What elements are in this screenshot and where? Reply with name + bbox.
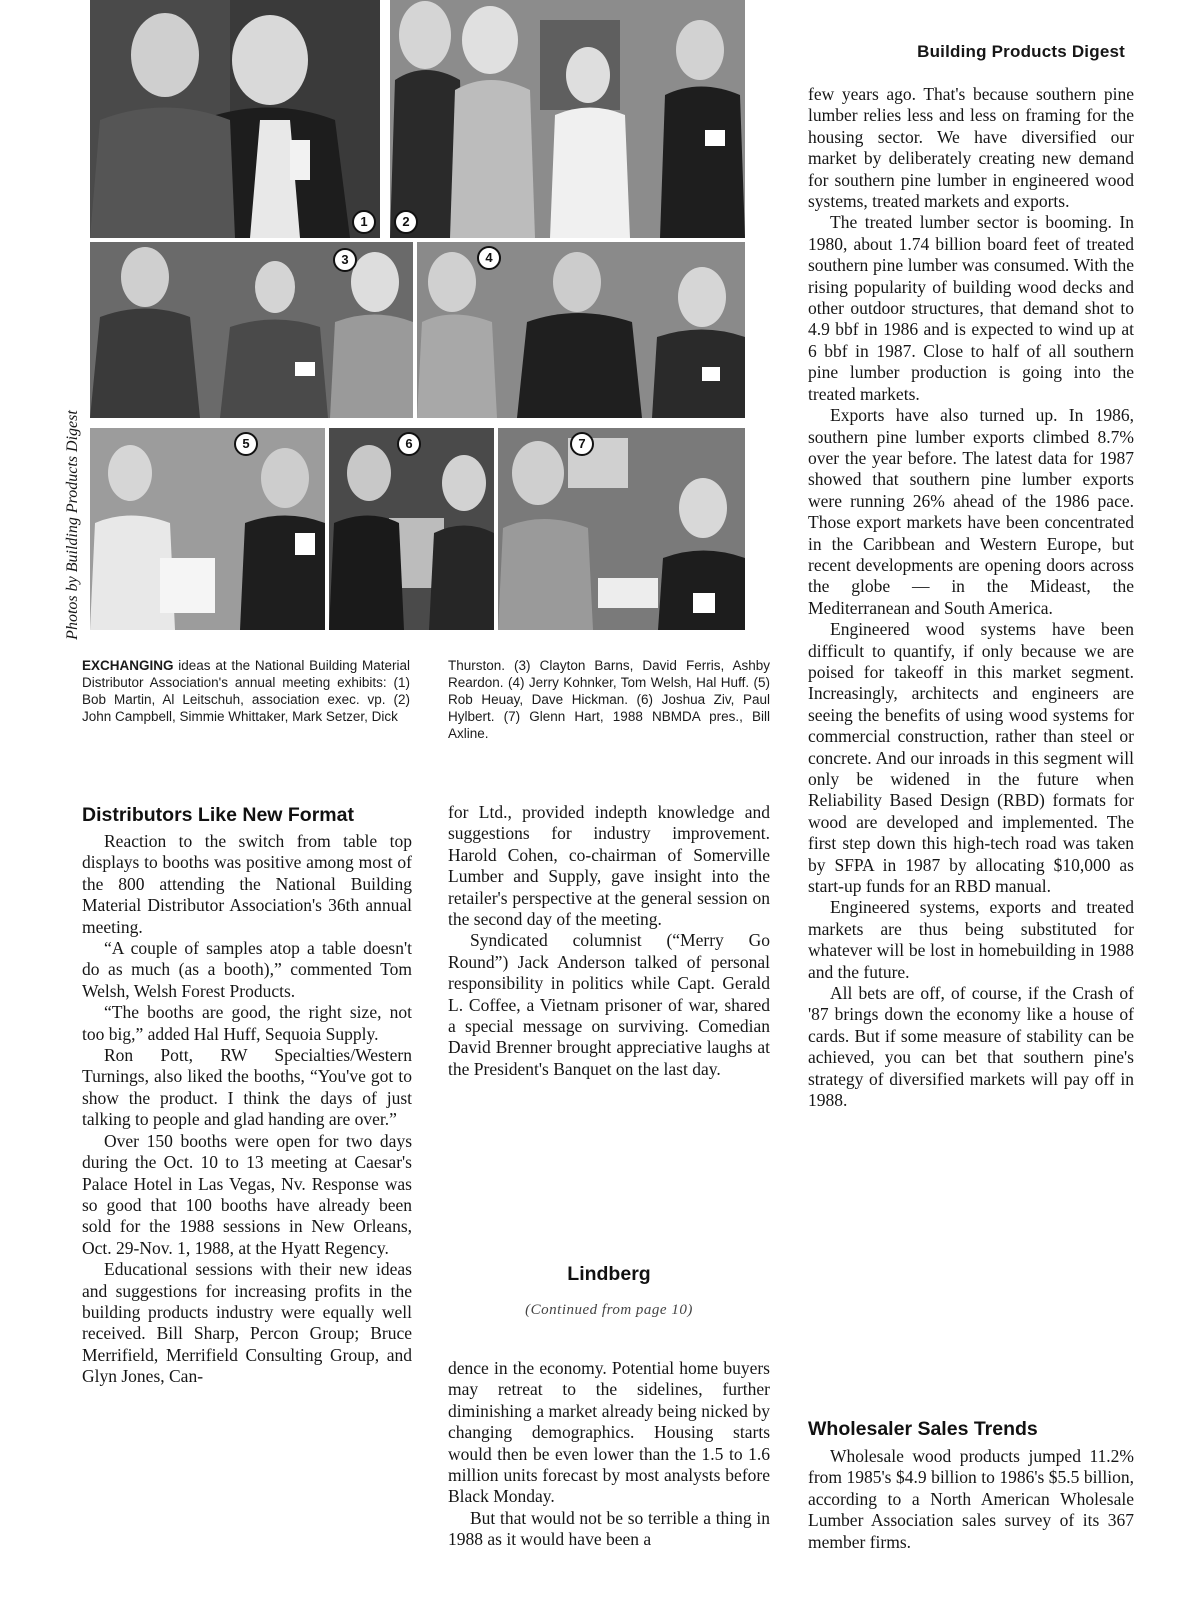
photo-credit: Photos by Building Products Digest <box>64 410 81 640</box>
paragraph: “The booths are good, the right size, not too big,” added Hal Huff, Sequoia Supply. <box>82 1002 412 1044</box>
photo-number-2: 2 <box>394 210 418 234</box>
paragraph: Wholesale wood products jumped 11.2% from 1985's $4.9 billion to 1986's $5.5 billion, according to a North American Wholesale Lumber Association sales survey of its 367 member firms. <box>808 1446 1134 1552</box>
photo-caption-left <box>82 657 410 725</box>
article-distributors-col1 <box>82 831 412 1388</box>
publication-header: Building Products Digest <box>917 42 1125 61</box>
article-lindberg-text <box>448 1358 770 1551</box>
paragraph: Engineered wood systems have been difficult to quantify, if only because we are poised for takeoff in this market segment. Increasingly, architects and engineers are seeing the benefits of using wood systems for commercial construction, rather than steel or concrete. And our inroads in this segment will only be widened in the future when Reliability Based Design (RBD) formats for wood are developed and implemented. The first step down this high-tech road was taken by SFPA in 1987 by allocating $10,000 as start-up funds for an RBD manual. <box>808 619 1134 897</box>
paragraph: few years ago. That's because southern pine lumber relies less and less on framing for the housing sector. We have diversified our market by deliberately creating new demand for southern pine lumber in engineered wood systems, treated markets and exports. <box>808 84 1134 212</box>
photo-4 <box>417 242 745 418</box>
photo-number-5: 5 <box>234 432 258 456</box>
article-title-wholesaler: Wholesaler Sales Trends <box>808 1418 1038 1440</box>
photo-1 <box>90 0 380 238</box>
paragraph: Exports have also turned up. In 1986, southern pine lumber exports climbed 8.7% over the year before. The latest data for 1987 showed that southern pine lumber exports were running 26% ahead of the 1986 pace. Those export markets have been concentrated in the Caribbean and Western Europe, but recent developments are opening doors across the globe — in the Mideast, the Mediterranean and South America. <box>808 405 1134 618</box>
caption-lead: EXCHANGING <box>82 658 174 673</box>
paragraph: Ron Pott, RW Specialties/Western Turnings, also liked the booths, “You've got to show the product. I think the days of just talking to people and glad handing are over.” <box>82 1045 412 1130</box>
paragraph: But that would not be so terrible a thing in 1988 as it would have been a <box>448 1507 770 1550</box>
article-distributors-col2 <box>448 802 770 1080</box>
continued-from-note: (Continued from page 10) <box>525 1302 693 1318</box>
paragraph: Syndicated columnist (“Merry Go Round”) Jack Anderson talked of personal responsibility in politics while Capt. Gerald L. Coffee, a Vietnam prisoner of war, shared a special message on surviving. Comedian David Brenner brought appreciative laughs at the President's Banquet on the last day. <box>448 930 770 1079</box>
article-lindberg-col3 <box>808 84 1134 1112</box>
article-title-lindberg: Lindberg <box>567 1263 651 1285</box>
photo-2 <box>390 0 745 238</box>
photo-6 <box>329 428 494 630</box>
paragraph: Engineered systems, exports and treated markets are thus being substituted for whatever will be lost in homebuilding in 1988 and the future. <box>808 897 1134 982</box>
photo-3 <box>90 242 413 418</box>
photo-number-1: 1 <box>352 210 376 234</box>
photo-7 <box>498 428 745 630</box>
photo-5 <box>90 428 325 630</box>
caption-left-text: ideas at the National Building Material Distributor Association's annual meeting exhibits: (1) Bob Martin, Al Leitschuh, association exec. vp. (2) John Campbell, Simmie Whittaker, Mark Setzer, Dick <box>82 658 410 724</box>
paragraph: Educational sessions with their new ideas and suggestions for increasing profits in the building products industry were equally well received. Bill Sharp, Percon Group; Bruce Merrifield, Merrifield Consulting Group, and Glyn Jones, Can- <box>82 1259 412 1387</box>
photo-number-6: 6 <box>397 432 421 456</box>
paragraph: “A couple of samples atop a table doesn't do as much (as a booth),” commented Tom Welsh, Welsh Forest Products. <box>82 938 412 1001</box>
photo-caption-right: Thurston. (3) Clayton Barns, David Ferris, Ashby Reardon. (4) Jerry Kohnker, Tom Welsh, Hal Huff. (5) Rob Heuay, Dave Hickman. (6) Joshua Ziv, Paul Hylbert. (7) Glenn Hart, 1988 NBMDA pres., Bill Axline. <box>448 658 770 741</box>
paragraph: for Ltd., provided indepth knowledge and suggestions for industry improvement. Harold Cohen, co-chairman of Somerville Lumber and Supply, gave insight into the retailer's perspective at the general session on the second day of the meeting. <box>448 802 770 930</box>
article-title-distributors: Distributors Like New Format <box>82 804 354 826</box>
paragraph: All bets are off, of course, if the Crash of '87 brings down the economy like a house of cards. But if some measure of stability can be achieved, you can bet that southern pine's strategy of diversified markets will pay off in 1988. <box>808 983 1134 1111</box>
photo-number-7: 7 <box>570 432 594 456</box>
paragraph: The treated lumber sector is booming. In 1980, about 1.74 billion board feet of treated southern pine lumber was consumed. With the rising popularity of building wood decks and other outdoor structures, that demand shot to 4.9 bbf in 1986 and is expected to wind up at 6 bbf in 1987. Close to half of all southern pine lumber production is going into the treated markets. <box>808 212 1134 404</box>
paragraph: dence in the economy. Potential home buyers may retreat to the sidelines, further diminishing a market already being nicked by changing demographics. Housing starts would then be even lower than the 1.5 to 1.6 million units forecast by most analysts before Black Monday. <box>448 1358 770 1507</box>
paragraph: Reaction to the switch from table top displays to booths was positive among most of the 800 attending the National Building Material Distributor Association's 36th annual meeting. <box>82 831 412 937</box>
photo-number-3: 3 <box>333 248 357 272</box>
paragraph: Over 150 booths were open for two days during the Oct. 10 to 13 meeting at Caesar's Palace Hotel in Las Vegas, Nv. Response was so good that 100 booths have already been sold for the 1988 sessions in New Orleans, Oct. 29-Nov. 1, 1988, at the Hyatt Regency. <box>82 1130 412 1258</box>
photo-number-4: 4 <box>477 246 501 270</box>
article-wholesaler-text <box>808 1446 1134 1553</box>
